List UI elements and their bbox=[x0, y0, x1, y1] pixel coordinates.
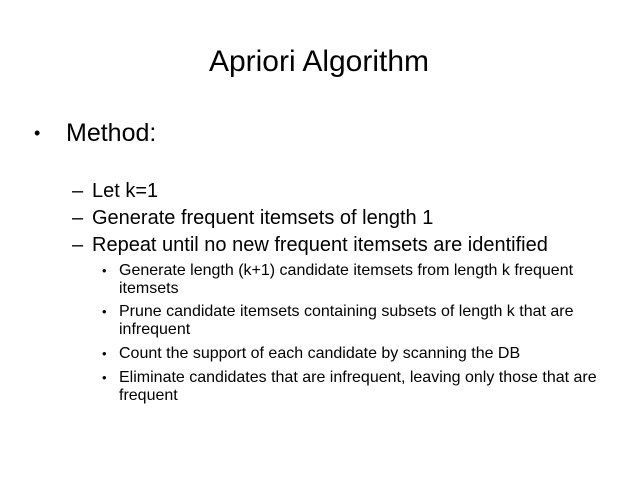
slide-title: Apriori Algorithm bbox=[208, 45, 430, 78]
bullet-text: Method: bbox=[66, 119, 157, 147]
sub-item-marker: – bbox=[72, 207, 84, 229]
sub-sub-item-text: Prune candidate itemsets containing subsets of length k that are infrequent bbox=[119, 303, 574, 338]
sub-item-marker: – bbox=[72, 180, 84, 202]
sub-sub-item-marker: • bbox=[102, 304, 107, 319]
sub-sub-item-marker: • bbox=[102, 263, 107, 278]
sub-sub-item-text: Count the support of each candidate by scanning the DB bbox=[119, 345, 521, 362]
sub-item-text: Generate frequent itemsets of length 1 bbox=[92, 207, 434, 229]
sub-item-text: Let k=1 bbox=[92, 180, 159, 202]
sub-item-marker: – bbox=[72, 234, 84, 256]
sub-sub-item-text: Generate length (k+1) candidate itemsets from length k frequent itemsets bbox=[119, 262, 574, 297]
sub-sub-item-marker: • bbox=[102, 370, 107, 385]
sub-sub-item-text: Eliminate candidates that are infrequent, leaving only those that are frequent bbox=[119, 369, 597, 404]
sub-sub-item-marker: • bbox=[102, 346, 107, 361]
sub-item-text: Repeat until no new frequent itemsets are identified bbox=[92, 234, 548, 256]
bullet-marker: • bbox=[34, 123, 41, 143]
